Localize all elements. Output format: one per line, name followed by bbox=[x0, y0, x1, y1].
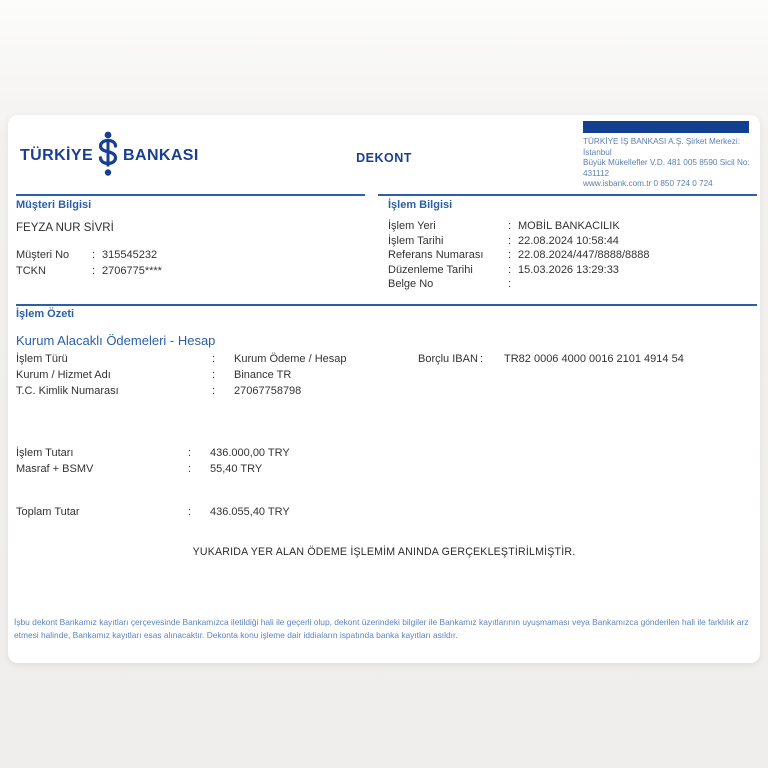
field-value: 2706775**** bbox=[102, 265, 162, 277]
summary-row bbox=[16, 383, 347, 399]
customer-name: FEYZA NUR SİVRİ bbox=[16, 222, 114, 234]
field-label: Kurum / Hizmet Adı bbox=[16, 369, 111, 381]
amount-row bbox=[16, 461, 290, 477]
header-navy-bar bbox=[583, 121, 749, 133]
customer-section-title: Müşteri Bilgisi bbox=[16, 199, 92, 211]
field-value: Kurum Ödeme / Hesap bbox=[234, 353, 347, 365]
field-label: Toplam Tutar bbox=[16, 506, 80, 518]
colon: : bbox=[508, 278, 512, 291]
summary-row bbox=[16, 351, 347, 367]
colon: : bbox=[212, 385, 216, 397]
field-value: MOBİL BANKACILIK bbox=[518, 220, 620, 232]
field-value: 22.08.2024/447/8888/8888 bbox=[518, 249, 650, 262]
field-value: 436.000,00 TRY bbox=[210, 447, 290, 459]
colon: : bbox=[508, 249, 512, 262]
colon: : bbox=[508, 263, 512, 276]
field-label: Müşteri No bbox=[16, 249, 70, 261]
divider-transaction bbox=[378, 194, 757, 196]
field-label: Borçlu IBAN bbox=[418, 353, 478, 365]
field-label: Belge No bbox=[388, 278, 434, 291]
colon: : bbox=[92, 249, 96, 261]
field-label: İşlem Yeri bbox=[388, 220, 436, 232]
amount-rows bbox=[16, 445, 290, 477]
summary-subtitle: Kurum Alacaklı Ödemeleri - Hesap bbox=[16, 333, 216, 348]
field-label: Referans Numarası bbox=[388, 249, 484, 262]
transaction-row bbox=[388, 234, 758, 249]
field-label: Masraf + BSMV bbox=[16, 463, 94, 475]
footer-disclaimer: İşbu dekont Bankamız kayıtları çerçevesinde Bankamızca iletildiği hali ile geçerli olup, dekont üzerindeki bilgiler ile Bankamız kayıtlarının uyuşmaması veya Bankamızca gönderilen hali ile farklılık arz etmesi halinde, Bankamız kayıtları esas alınacaktır. Dekonta konu işleme dair iddiaların ispatında banka kayıtları asıldır. bbox=[14, 617, 749, 640]
transaction-row bbox=[388, 263, 758, 278]
colon: : bbox=[508, 220, 512, 232]
field-value: 15.03.2026 13:29:33 bbox=[518, 263, 619, 276]
debtor-iban-row bbox=[418, 351, 684, 367]
bank-legal-info-line: Büyük Mükellefler V.D. 481 005 8590 Sicil No: 431112 bbox=[583, 158, 750, 178]
transaction-row bbox=[388, 219, 758, 234]
field-label: İşlem Tarihi bbox=[388, 234, 444, 247]
field-value: 22.08.2024 10:58:44 bbox=[518, 234, 619, 247]
bank-legal-info bbox=[583, 137, 755, 190]
divider-customer bbox=[16, 194, 365, 196]
field-label: TCKN bbox=[16, 265, 46, 277]
field-label: İşlem Türü bbox=[16, 353, 68, 365]
field-value: 315545232 bbox=[102, 249, 158, 261]
colon: : bbox=[92, 265, 96, 277]
colon: : bbox=[188, 463, 192, 475]
document-title: DEKONT bbox=[356, 151, 412, 165]
colon: : bbox=[480, 353, 484, 365]
bank-legal-info-line: www.isbank.com.tr 0 850 724 0 724 bbox=[583, 179, 713, 188]
colon: : bbox=[212, 369, 216, 381]
field-label: Düzenleme Tarihi bbox=[388, 263, 473, 276]
total-row bbox=[16, 504, 290, 520]
field-label: T.C. Kimlik Numarası bbox=[16, 385, 119, 397]
customer-row bbox=[16, 263, 162, 279]
summary-section-title: İşlem Özeti bbox=[16, 308, 75, 320]
customer-rows bbox=[16, 247, 162, 279]
colon: : bbox=[188, 447, 192, 459]
divider-summary bbox=[16, 304, 757, 306]
summary-row bbox=[16, 367, 347, 383]
confirmation-statement: YUKARIDA YER ALAN ÖDEME İŞLEMİM ANINDA GERÇEKLEŞTİRİLMİŞTİR. bbox=[192, 546, 576, 558]
field-value: TR82 0006 4000 0016 2101 4914 54 bbox=[504, 353, 684, 365]
summary-rows bbox=[16, 351, 347, 399]
colon: : bbox=[188, 506, 192, 518]
field-label: İşlem Tutarı bbox=[16, 447, 74, 459]
field-value: 55,40 TRY bbox=[210, 463, 263, 475]
receipt-card bbox=[8, 115, 760, 663]
colon: : bbox=[508, 234, 512, 247]
colon: : bbox=[212, 353, 216, 365]
transaction-rows bbox=[388, 219, 758, 292]
bank-logo-text-right: BANKASI bbox=[123, 147, 199, 164]
bank-logo-text-left: TÜRKİYE bbox=[20, 147, 94, 164]
transaction-row bbox=[388, 277, 758, 292]
field-value: Binance TR bbox=[234, 369, 292, 381]
field-value: 436.055,40 TRY bbox=[210, 506, 290, 518]
bank-legal-info-line: TÜRKİYE İŞ BANKASI A.Ş. Şirket Merkezi: İstanbul bbox=[583, 137, 740, 157]
field-value: 27067758798 bbox=[234, 385, 302, 397]
transaction-section-title: İşlem Bilgisi bbox=[388, 199, 453, 211]
customer-row bbox=[16, 247, 162, 263]
transaction-row bbox=[388, 248, 758, 263]
amount-row bbox=[16, 445, 290, 461]
